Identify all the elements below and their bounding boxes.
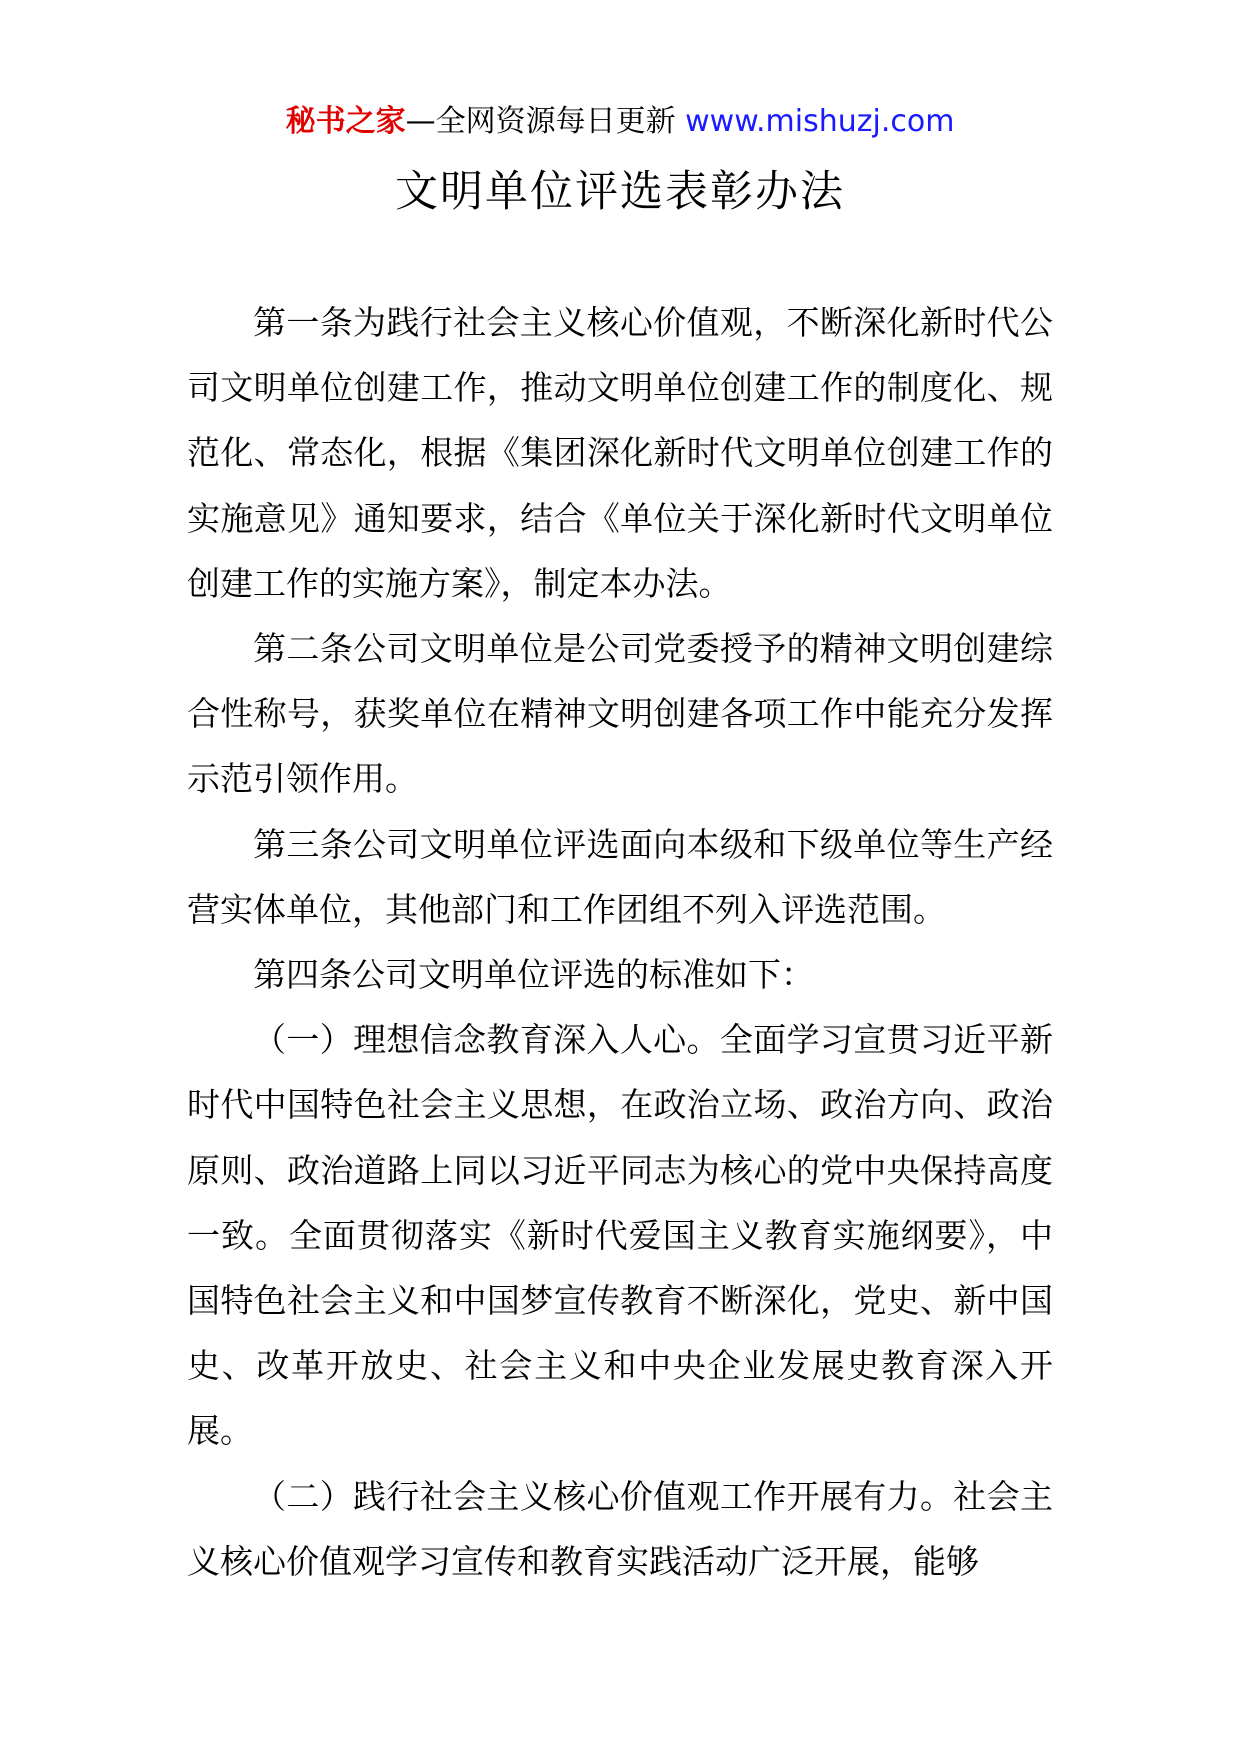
document-title: 文明单位评选表彰办法 [395,167,845,217]
paragraph-article-3: 第三条公司文明单位评选面向本级和下级单位等生产经营实体单位，其他部门和工作团组不列入评选范围。 [187,824,1053,929]
document-body [187,290,1053,1594]
paragraph-article-1: 第一条为践行社会主义核心价值观，不断深化新时代公司文明单位创建工作，推动文明单位创建工作的制度化、规范化、常态化，根据《集团深化新时代文明单位创建工作的实施意见》通知要求，结合《单位关于深化新时代文明单位创建工作的实施方案》，制定本办法。 [187,303,1053,603]
header-slogan: —全网资源每日更新 [405,104,676,139]
site-header [0,100,1240,144]
paragraph-criterion-2: （二）践行社会主义核心价值观工作开展有力。社会主义核心价值观学习宣传和教育实践活动广泛开展，能够 [187,1476,1053,1581]
website-link[interactable]: www.mishuzj.com [685,104,955,139]
brand-name: 秘书之家 [285,104,406,139]
paragraph-criterion-1: （一）理想信念教育深入人心。全面学习宣贯习近平新时代中国特色社会主义思想，在政治立场、政治方向、政治原则、政治道路上同以习近平同志为核心的党中央保持高度一致。全面贯彻落实《新时代爱国主义教育实施纲要》，中国特色社会主义和中国梦宣传教育不断深化，党史、新中国史、改革开放史、社会主义和中央企业发展史教育深入开展。 [187,1020,1053,1451]
paragraph-article-4: 第四条公司文明单位评选的标准如下： [253,955,814,995]
paragraph-article-2: 第二条公司文明单位是公司党委授予的精神文明创建综合性称号，获奖单位在精神文明创建各项工作中能充分发挥示范引领作用。 [187,629,1053,799]
